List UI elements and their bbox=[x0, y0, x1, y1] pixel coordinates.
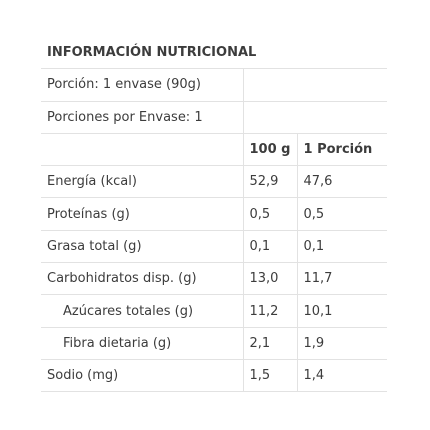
nutrition-table bbox=[41, 37, 387, 392]
value-per-100g: 0,1 bbox=[243, 230, 297, 262]
header-per-100g: 100 g bbox=[243, 133, 297, 165]
value-per-portion: 11,7 bbox=[297, 263, 387, 295]
empty-header-cell bbox=[41, 133, 243, 165]
nutrient-label: Sodio (mg) bbox=[41, 359, 243, 391]
table-title: INFORMACIÓN NUTRICIONAL bbox=[41, 37, 387, 69]
value-per-portion: 10,1 bbox=[297, 295, 387, 327]
value-per-100g: 0,5 bbox=[243, 198, 297, 230]
empty-cell bbox=[243, 101, 387, 133]
portions-per-pack: Porciones por Envase: 1 bbox=[41, 101, 243, 133]
table-row bbox=[41, 198, 387, 230]
column-header-row bbox=[41, 133, 387, 165]
table-row bbox=[41, 359, 387, 391]
value-per-portion: 1,4 bbox=[297, 359, 387, 391]
nutrient-label-indented: Azúcares totales (g) bbox=[41, 295, 243, 327]
value-per-portion: 0,1 bbox=[297, 230, 387, 262]
table-row bbox=[41, 327, 387, 359]
value-per-100g: 52,9 bbox=[243, 166, 297, 198]
empty-cell bbox=[243, 69, 387, 101]
value-per-100g: 13,0 bbox=[243, 263, 297, 295]
value-per-100g: 1,5 bbox=[243, 359, 297, 391]
portion-size: Porción: 1 envase (90g) bbox=[41, 69, 243, 101]
table-row bbox=[41, 230, 387, 262]
portion-row bbox=[41, 69, 387, 101]
nutrient-label: Carbohidratos disp. (g) bbox=[41, 263, 243, 295]
header-per-portion: 1 Porción bbox=[297, 133, 387, 165]
value-per-portion: 1,9 bbox=[297, 327, 387, 359]
table-title-row bbox=[41, 37, 387, 69]
table-row bbox=[41, 263, 387, 295]
nutrient-label: Proteínas (g) bbox=[41, 198, 243, 230]
value-per-portion: 0,5 bbox=[297, 198, 387, 230]
value-per-100g: 2,1 bbox=[243, 327, 297, 359]
table-row bbox=[41, 166, 387, 198]
value-per-portion: 47,6 bbox=[297, 166, 387, 198]
value-per-100g: 11,2 bbox=[243, 295, 297, 327]
portions-per-pack-row bbox=[41, 101, 387, 133]
nutrient-label: Grasa total (g) bbox=[41, 230, 243, 262]
nutrient-label-indented: Fibra dietaria (g) bbox=[41, 327, 243, 359]
nutrition-facts-panel bbox=[41, 37, 387, 392]
table-row bbox=[41, 295, 387, 327]
nutrient-label: Energía (kcal) bbox=[41, 166, 243, 198]
